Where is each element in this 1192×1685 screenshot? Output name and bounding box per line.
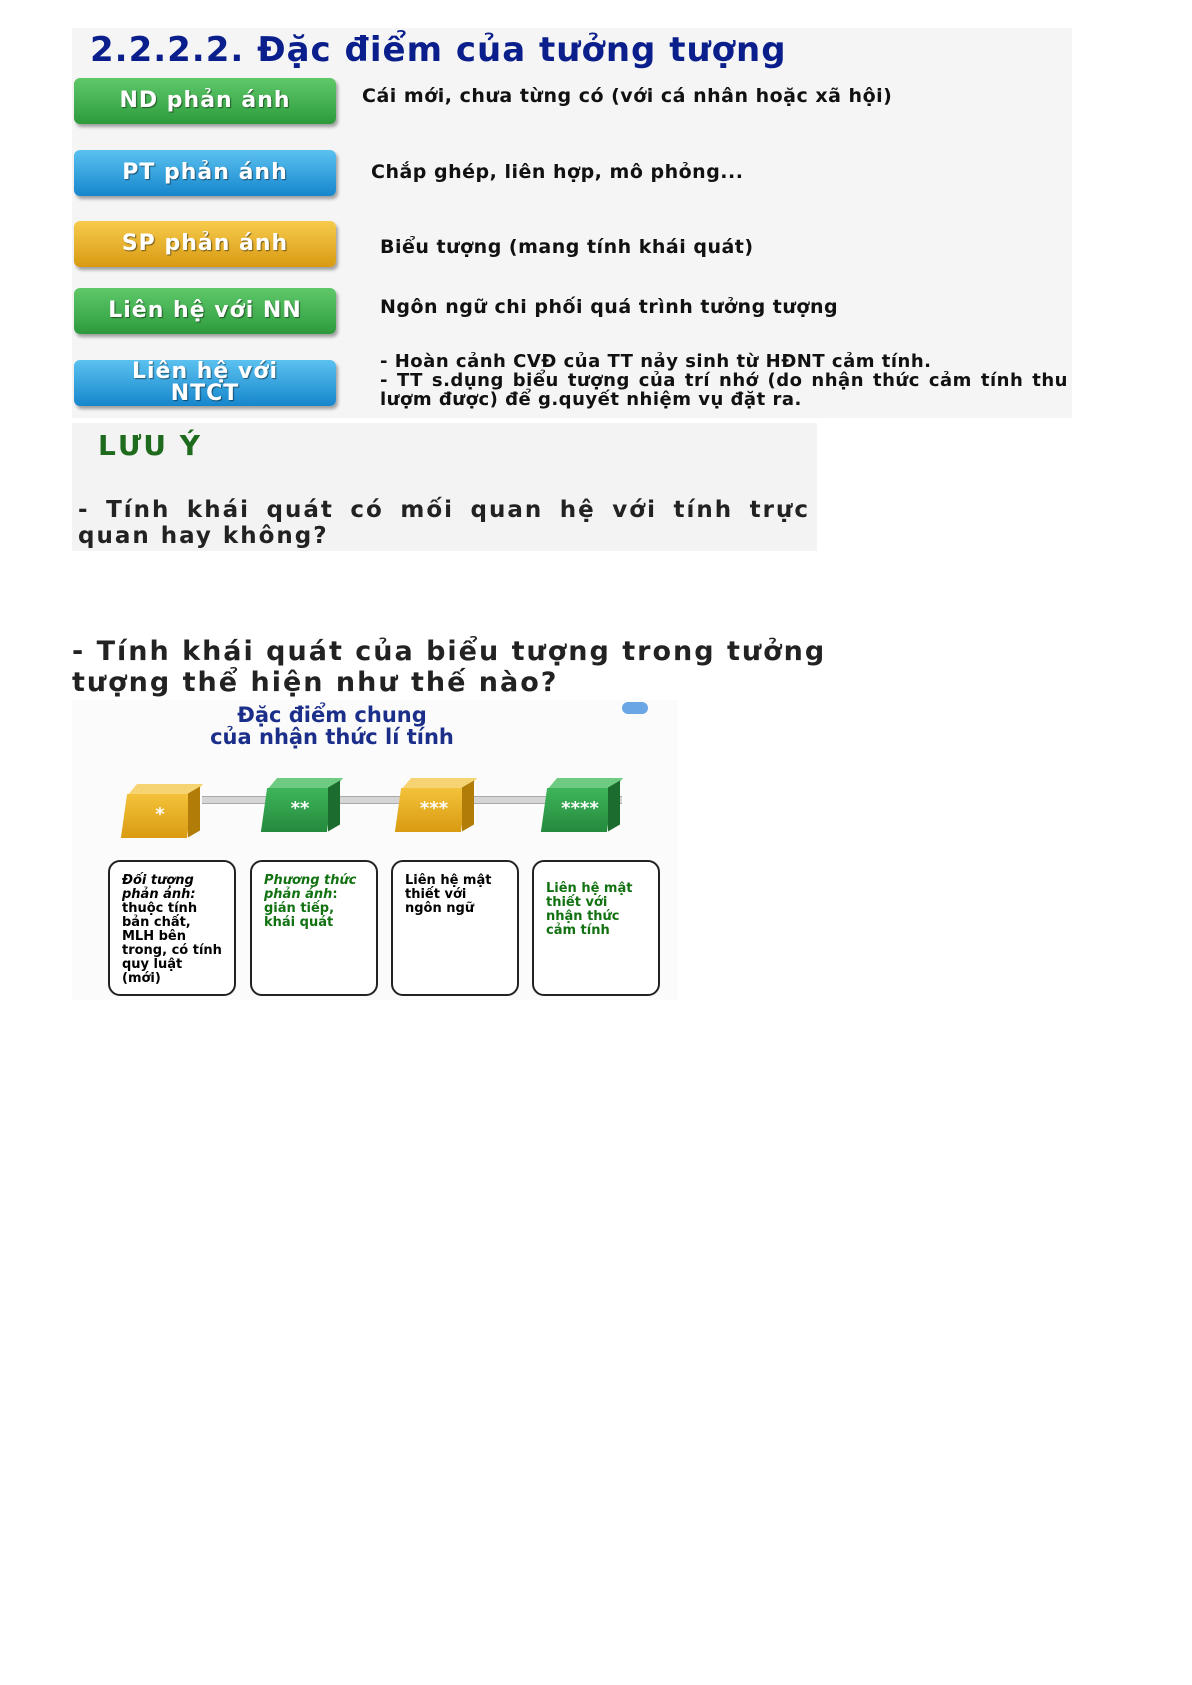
label-sp-phan-anh: SP phản ánh	[74, 221, 336, 267]
cube-4-label: ****	[561, 798, 599, 819]
feature-box-2-italic: Phương thức phản ánh	[264, 873, 357, 902]
feature-box-3-text: Liên hệ mật thiết với ngôn ngữ	[405, 873, 492, 916]
diagram-title-line2: của nhận thức lí tính	[210, 725, 454, 749]
label-lien-he-ntct-line1: Liên hệ với	[131, 359, 279, 384]
cube-1-label: *	[155, 804, 165, 825]
diagram-title	[132, 704, 532, 748]
desc-ntct-line2: - TT s.dụng biểu tượng của trí nhớ (do nhận thức cảm tính thu lượm được) để g.quyết nhiệm vụ đặt ra.	[380, 370, 1068, 410]
label-lien-he-ntct-line2: NTCT	[170, 381, 240, 406]
desc-sp-phan-anh: Biểu tượng (mang tính khái quát)	[380, 236, 754, 258]
cube-3-label: ***	[419, 798, 449, 819]
label-pt-phan-anh: PT phản ánh	[74, 150, 336, 196]
feature-box-2	[250, 860, 378, 996]
note-heading: LƯU Ý	[98, 429, 202, 462]
desc-ntct-line1: - Hoàn cảnh CVĐ của TT nảy sinh từ HĐNT cảm tính.	[380, 351, 932, 372]
feature-box-1	[108, 860, 236, 996]
desc-lien-he-ntct	[380, 352, 1068, 409]
feature-box-1-italic: Đối tượng phản ánh:	[122, 873, 196, 902]
label-lien-he-ntct	[74, 360, 336, 406]
cube-2-label: **	[290, 798, 310, 819]
label-nd-phan-anh: ND phản ánh	[74, 78, 336, 124]
feature-box-1-text: thuộc tính bản chất, MLH bên trong, có tính quy luật (mới)	[122, 901, 222, 986]
logo-icon	[622, 702, 648, 714]
cube-4	[544, 778, 616, 834]
cube-1	[124, 784, 196, 840]
desc-pt-phan-anh: Chắp ghép, liên hợp, mô phỏng...	[371, 161, 744, 183]
cube-2	[264, 778, 336, 834]
slide-title: 2.2.2.2. Đặc điểm của tưởng tượng	[90, 30, 787, 70]
desc-nd-phan-anh: Cái mới, chưa từng có (với cá nhân hoặc xã hội)	[362, 85, 893, 107]
feature-box-4-text: Liên hệ mật thiết với nhận thức cảm tính	[546, 881, 633, 938]
feature-box-4	[532, 860, 660, 996]
diagram-title-line1: Đặc điểm chung	[237, 703, 427, 727]
feature-box-3	[391, 860, 519, 996]
note-box	[72, 423, 817, 551]
feature-box-2-text: : gián tiếp, khái quát	[264, 887, 338, 930]
label-lien-he-nn: Liên hệ với NN	[74, 288, 336, 334]
note-question-2: - Tính khái quát của biểu tượng trong tưởng tượng thể hiện như thế nào?	[72, 636, 827, 698]
note-question-1: - Tính khái quát có mối quan hệ với tính trực quan hay không?	[78, 497, 810, 549]
rational-cognition-diagram	[72, 700, 678, 1000]
features-slide	[72, 28, 1072, 418]
desc-lien-he-nn: Ngôn ngữ chi phối quá trình tưởng tượng	[380, 296, 839, 318]
cube-3	[398, 778, 470, 834]
